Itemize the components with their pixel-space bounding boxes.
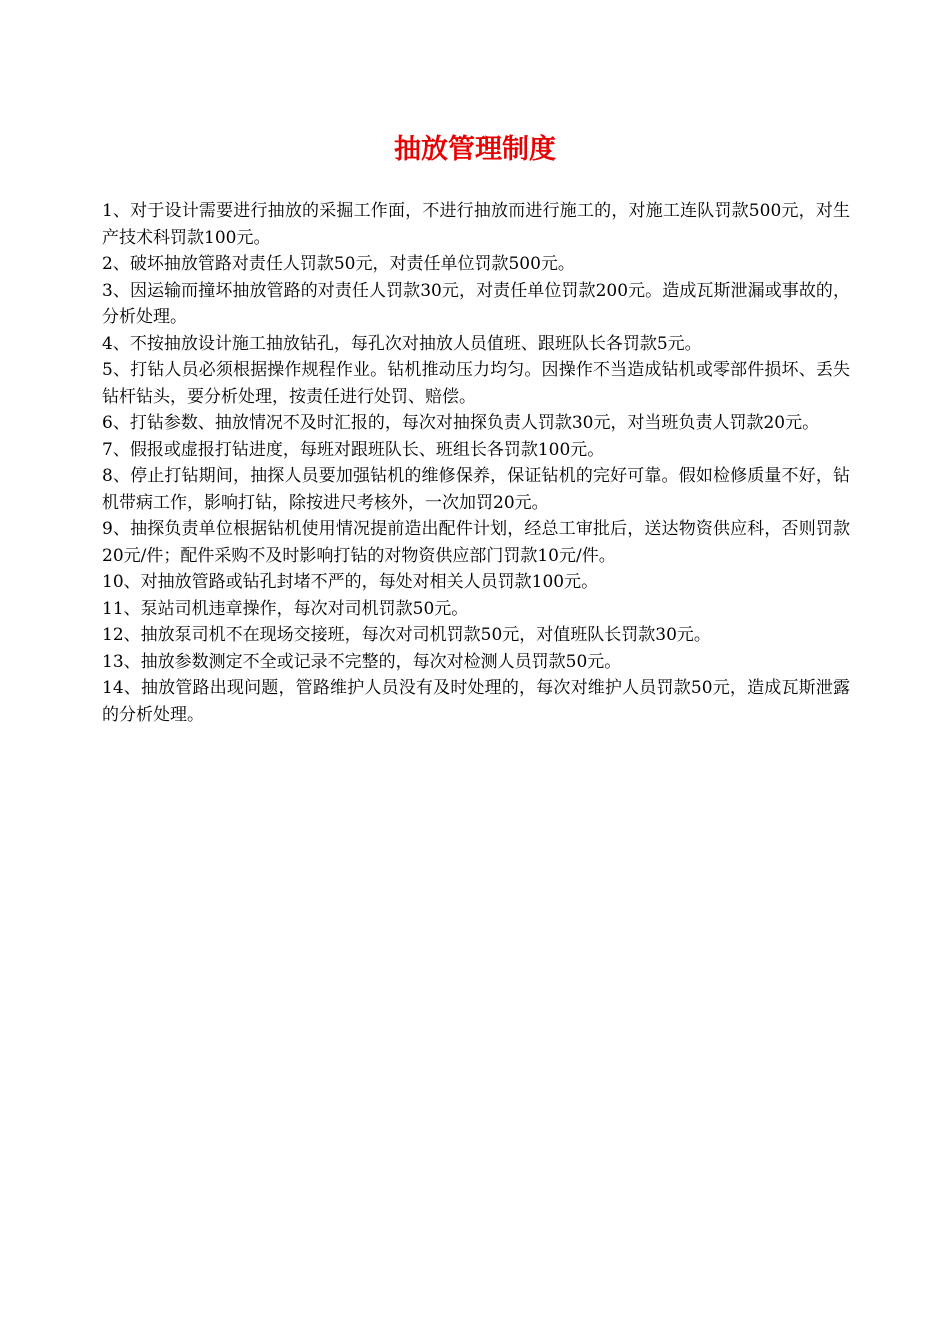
regulation-item-1: 1、对于设计需要进行抽放的采掘工作面，不进行抽放而进行施工的，对施工连队罚款500元，对生产技术科罚款100元。	[102, 201, 850, 248]
regulation-list	[102, 198, 850, 728]
regulation-item-4: 4、不按抽放设计施工抽放钻孔，每孔次对抽放人员值班、跟班队长各罚款5元。	[102, 333, 702, 354]
regulation-item-12: 12、抽放泵司机不在现场交接班，每次对司机罚款50元，对值班队长罚款30元。	[102, 625, 711, 645]
regulation-item-13: 13、抽放参数测定不全或记录不完整的，每次对检测人员罚款50元。	[102, 651, 622, 672]
regulation-item-9: 9、抽探负责单位根据钻机使用情况提前造出配件计划，经总工审批后，送达物资供应科，否则罚款20元/件；配件采购不及时影响打钻的对物资供应部门罚款10元/件。	[102, 519, 850, 566]
regulation-item-3: 3、因运输而撞坏抽放管路的对责任人罚款30元，对责任单位罚款200元。造成瓦斯泄漏或事故的，分析处理。	[102, 280, 850, 327]
regulation-item-7: 7、假报或虚报打钻进度，每班对跟班队长、班组长各罚款100元。	[102, 439, 605, 460]
document-title: 抽放管理制度	[394, 134, 556, 165]
regulation-item-8: 8、停止打钻期间，抽探人员要加强钻机的维修保养，保证钻机的完好可靠。假如检修质量不好，钻机带病工作，影响打钻，除按进尺考核外，一次加罚20元。	[102, 466, 850, 513]
regulation-item-6: 6、打钻参数、抽放情况不及时汇报的，每次对抽探负责人罚款30元，对当班负责人罚款20元。	[102, 413, 820, 433]
regulation-item-2: 2、破坏抽放管路对责任人罚款50元，对责任单位罚款500元。	[102, 254, 575, 274]
regulation-item-14: 14、抽放管路出现问题，管路维护人员没有及时处理的，每次对维护人员罚款50元，造成瓦斯泄露的分析处理。	[102, 678, 850, 725]
regulation-item-5: 5、打钻人员必须根据操作规程作业。钻机推动压力均匀。因操作不当造成钻机或零部件损坏、丢失钻杆钻头，要分析处理，按责任进行处罚、赔偿。	[102, 360, 850, 407]
regulation-item-10: 10、对抽放管路或钻孔封堵不严的，每处对相关人员罚款100元。	[102, 572, 599, 592]
regulation-item-11: 11、泵站司机违章操作，每次对司机罚款50元。	[102, 598, 469, 619]
